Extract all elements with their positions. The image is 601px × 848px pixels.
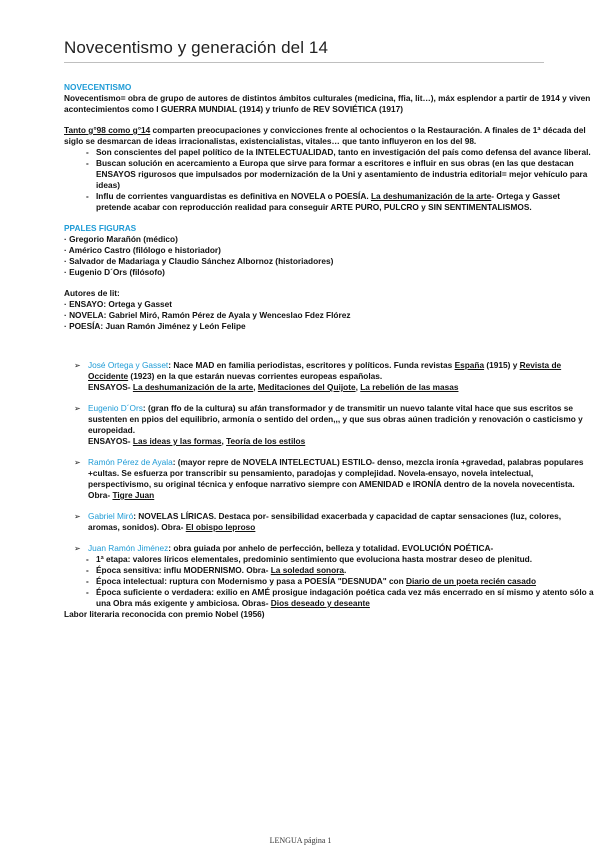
title-divider bbox=[64, 62, 544, 63]
author-entry-miro bbox=[64, 511, 594, 533]
author-name: José Ortega y Gasset bbox=[88, 360, 169, 370]
author-entry-ayala bbox=[64, 457, 594, 501]
author-name: Juan Ramón Jiménez bbox=[88, 543, 169, 553]
tanto-list bbox=[64, 147, 594, 213]
ensayos-label: ENSAYOS- bbox=[88, 382, 133, 392]
list-item: · Eugenio D´Ors (filósofo) bbox=[64, 267, 165, 277]
work-link[interactable]: Tigre Juan bbox=[112, 490, 155, 500]
arrow-bullet-icon: ➢ bbox=[74, 361, 81, 370]
author-entry-dors bbox=[64, 403, 594, 447]
list-item: · ENSAYO: Ortega y Gasset bbox=[64, 299, 173, 309]
tanto-text: comparten preocupaciones y convicciones frente al ochocientos o la Restauración. A finales de 1ª década del siglo se desmarcan de ideas irracionalistas, existencialistas, vitales… que tanto influyeron en los del 98. bbox=[64, 125, 586, 146]
work-link[interactable]: Teoría de los estilos bbox=[226, 436, 306, 446]
author-name: Eugenio D´Ors bbox=[88, 403, 143, 413]
list-item bbox=[86, 191, 594, 213]
tanto-paragraph bbox=[64, 125, 594, 147]
list-item bbox=[86, 587, 594, 609]
work-link[interactable]: España bbox=[454, 360, 485, 370]
page-title: Novecentismo y generación del 14 bbox=[64, 38, 329, 57]
arrow-bullet-icon: ➢ bbox=[74, 544, 81, 553]
deshumanizacion-link[interactable]: La deshumanización de la arte bbox=[370, 191, 492, 201]
list-item: - Buscan solución en acercamiento a Europa que sirve para formar a escritores e influir en sus obras (en las que destacan ENSAYOS rigurosos que impulsados por modernización de la Uni y asentamiento de industria editorial= mejor vehículo para ideas) bbox=[86, 158, 594, 191]
list-item: - 1ª etapa: valores líricos elementales, predominio sentimiento que evoluciona hasta mostrar deseo de plenitud. bbox=[86, 554, 594, 565]
list-item: · Américo Castro (filólogo e historiador) bbox=[64, 245, 221, 255]
separator: , bbox=[253, 382, 258, 392]
novecentismo-definition: Novecentismo= obra de grupo de autores de distintos ámbitos culturales (medicina, ffia, lit…), máx esplendor a partir de 1914 y viven acontecimientos como I GUERRA MUNDIAL (1914) y triunfo de REV SOVIÉTICA (1917) bbox=[64, 93, 591, 114]
work-link[interactable]: La soledad sonora bbox=[270, 565, 345, 575]
author-text: : (gran ffo de la cultura) su afán transformador y de transmitir un nuevo talante vital hace que sus escritos se sustenten en ppios del equilibrio, armonía o sentido del orden,,, y que sus obras aúnen tradición y renovación o casticismo y europeidad. bbox=[88, 403, 583, 435]
work-link[interactable]: Dios deseado y deseante bbox=[270, 598, 370, 608]
author-entry-ortega bbox=[64, 360, 594, 393]
section-heading-figuras: PPALES FIGURAS bbox=[64, 223, 137, 233]
separator: , bbox=[355, 382, 361, 392]
arrow-bullet-icon: ➢ bbox=[74, 512, 81, 521]
section-heading-novecentismo: NOVECENTISMO bbox=[64, 82, 132, 92]
author-text: : Nace MAD en familia periodistas, escritores y políticos. Funda revistas bbox=[168, 360, 455, 370]
nobel-note: Labor literaria reconocida con premio Nobel (1956) bbox=[64, 609, 265, 619]
author-text: : obra guiada por anhelo de perfección, belleza y totalidad. EVOLUCIÓN POÉTICA- bbox=[168, 543, 494, 553]
work-link[interactable]: Meditaciones del Quijote bbox=[257, 382, 356, 392]
author-text: : NOVELAS LÍRICAS. Destaca por- sensibilidad exacerbada y capacidad de captar sensaciones (luz, colores, aromas, sonidos). Obra- bbox=[88, 511, 562, 532]
ensayos-label: ENSAYOS- bbox=[88, 436, 133, 446]
list-item-text: - Ortega y Gasset pretende acabar con reproducción realidad para conseguir ARTE PURO, PULCRO y SIN SENTIMENTALISMOS. bbox=[96, 191, 561, 212]
list-item: · Gregorio Marañón (médico) bbox=[64, 234, 178, 244]
author-name: Gabriel Miró bbox=[88, 511, 134, 521]
author-entry-jrj bbox=[64, 543, 594, 554]
work-link[interactable]: La rebelión de las masas bbox=[360, 382, 459, 392]
list-item: · Salvador de Madariaga y Claudio Sánchez Albornoz (historiadores) bbox=[64, 256, 334, 266]
work-link[interactable]: La deshumanización de la arte bbox=[132, 382, 254, 392]
arrow-bullet-icon: ➢ bbox=[74, 404, 81, 413]
list-item-text: . bbox=[344, 565, 347, 575]
jrj-stages-list bbox=[64, 554, 594, 609]
list-item-text: Época sensitiva: influ MODERNISMO. Obra- bbox=[96, 565, 271, 575]
list-item bbox=[86, 576, 594, 587]
list-item: · POESÍA: Juan Ramón Jiménez y León Felipe bbox=[64, 321, 246, 331]
work-link[interactable]: Revista de Occidente bbox=[88, 360, 562, 381]
list-item: - Son conscientes del papel político de la INTELECTUALIDAD, tanto en investigación del país como defensa del avance liberal. bbox=[86, 147, 594, 158]
page-footer: LENGUA página 1 bbox=[269, 836, 332, 845]
author-name: Ramón Pérez de Ayala bbox=[88, 457, 173, 467]
document-body bbox=[64, 82, 594, 620]
autores-label: Autores de lit: bbox=[64, 288, 120, 298]
obra-label: Obra- bbox=[88, 490, 113, 500]
work-link[interactable]: El obispo leproso bbox=[185, 522, 256, 532]
author-text: : (mayor repre de NOVELA INTELECTUAL) ESTILO- denso, mezcla ironía +gravedad, palabras populares +cultas. Se esfuerza por transcribir su pensamiento, paradojas y complejidad. Novela-ensayo, novela intelectual, perspectivismo, su original técnica y enfoque narrativo siempre con AMENIDAD e IRONÍA dentro de la novela novecentista. bbox=[88, 457, 584, 489]
separator: , bbox=[221, 436, 227, 446]
author-text: (1923) en la que estarán nuevas corrientes europeas españolas. bbox=[128, 371, 383, 381]
work-link[interactable]: Las ideas y las formas bbox=[132, 436, 222, 446]
list-item-text: Época intelectual: ruptura con Modernismo y pasa a POESÍA "DESNUDA" con bbox=[96, 576, 406, 586]
author-text: (1915) y bbox=[484, 360, 520, 370]
list-item: · NOVELA: Gabriel Miró, Ramón Pérez de Ayala y Wenceslao Fdez Flórez bbox=[64, 310, 351, 320]
list-item-text: Influ de corrientes vanguardistas es definitiva en NOVELA o POESÍA. bbox=[96, 191, 371, 201]
work-link[interactable]: Diario de un poeta recién casado bbox=[406, 576, 537, 586]
tanto-link[interactable]: Tanto g°98 como g°14 bbox=[64, 125, 151, 135]
arrow-bullet-icon: ➢ bbox=[74, 458, 81, 467]
list-item-text: Época suficiente o verdadera: exilio en AMÉ prosigue indagación poética cada vez más encerrado en sí mismo y atento sólo a una Obra más exigente y ambiciosa. Obras- bbox=[96, 587, 594, 608]
list-item bbox=[86, 565, 594, 576]
